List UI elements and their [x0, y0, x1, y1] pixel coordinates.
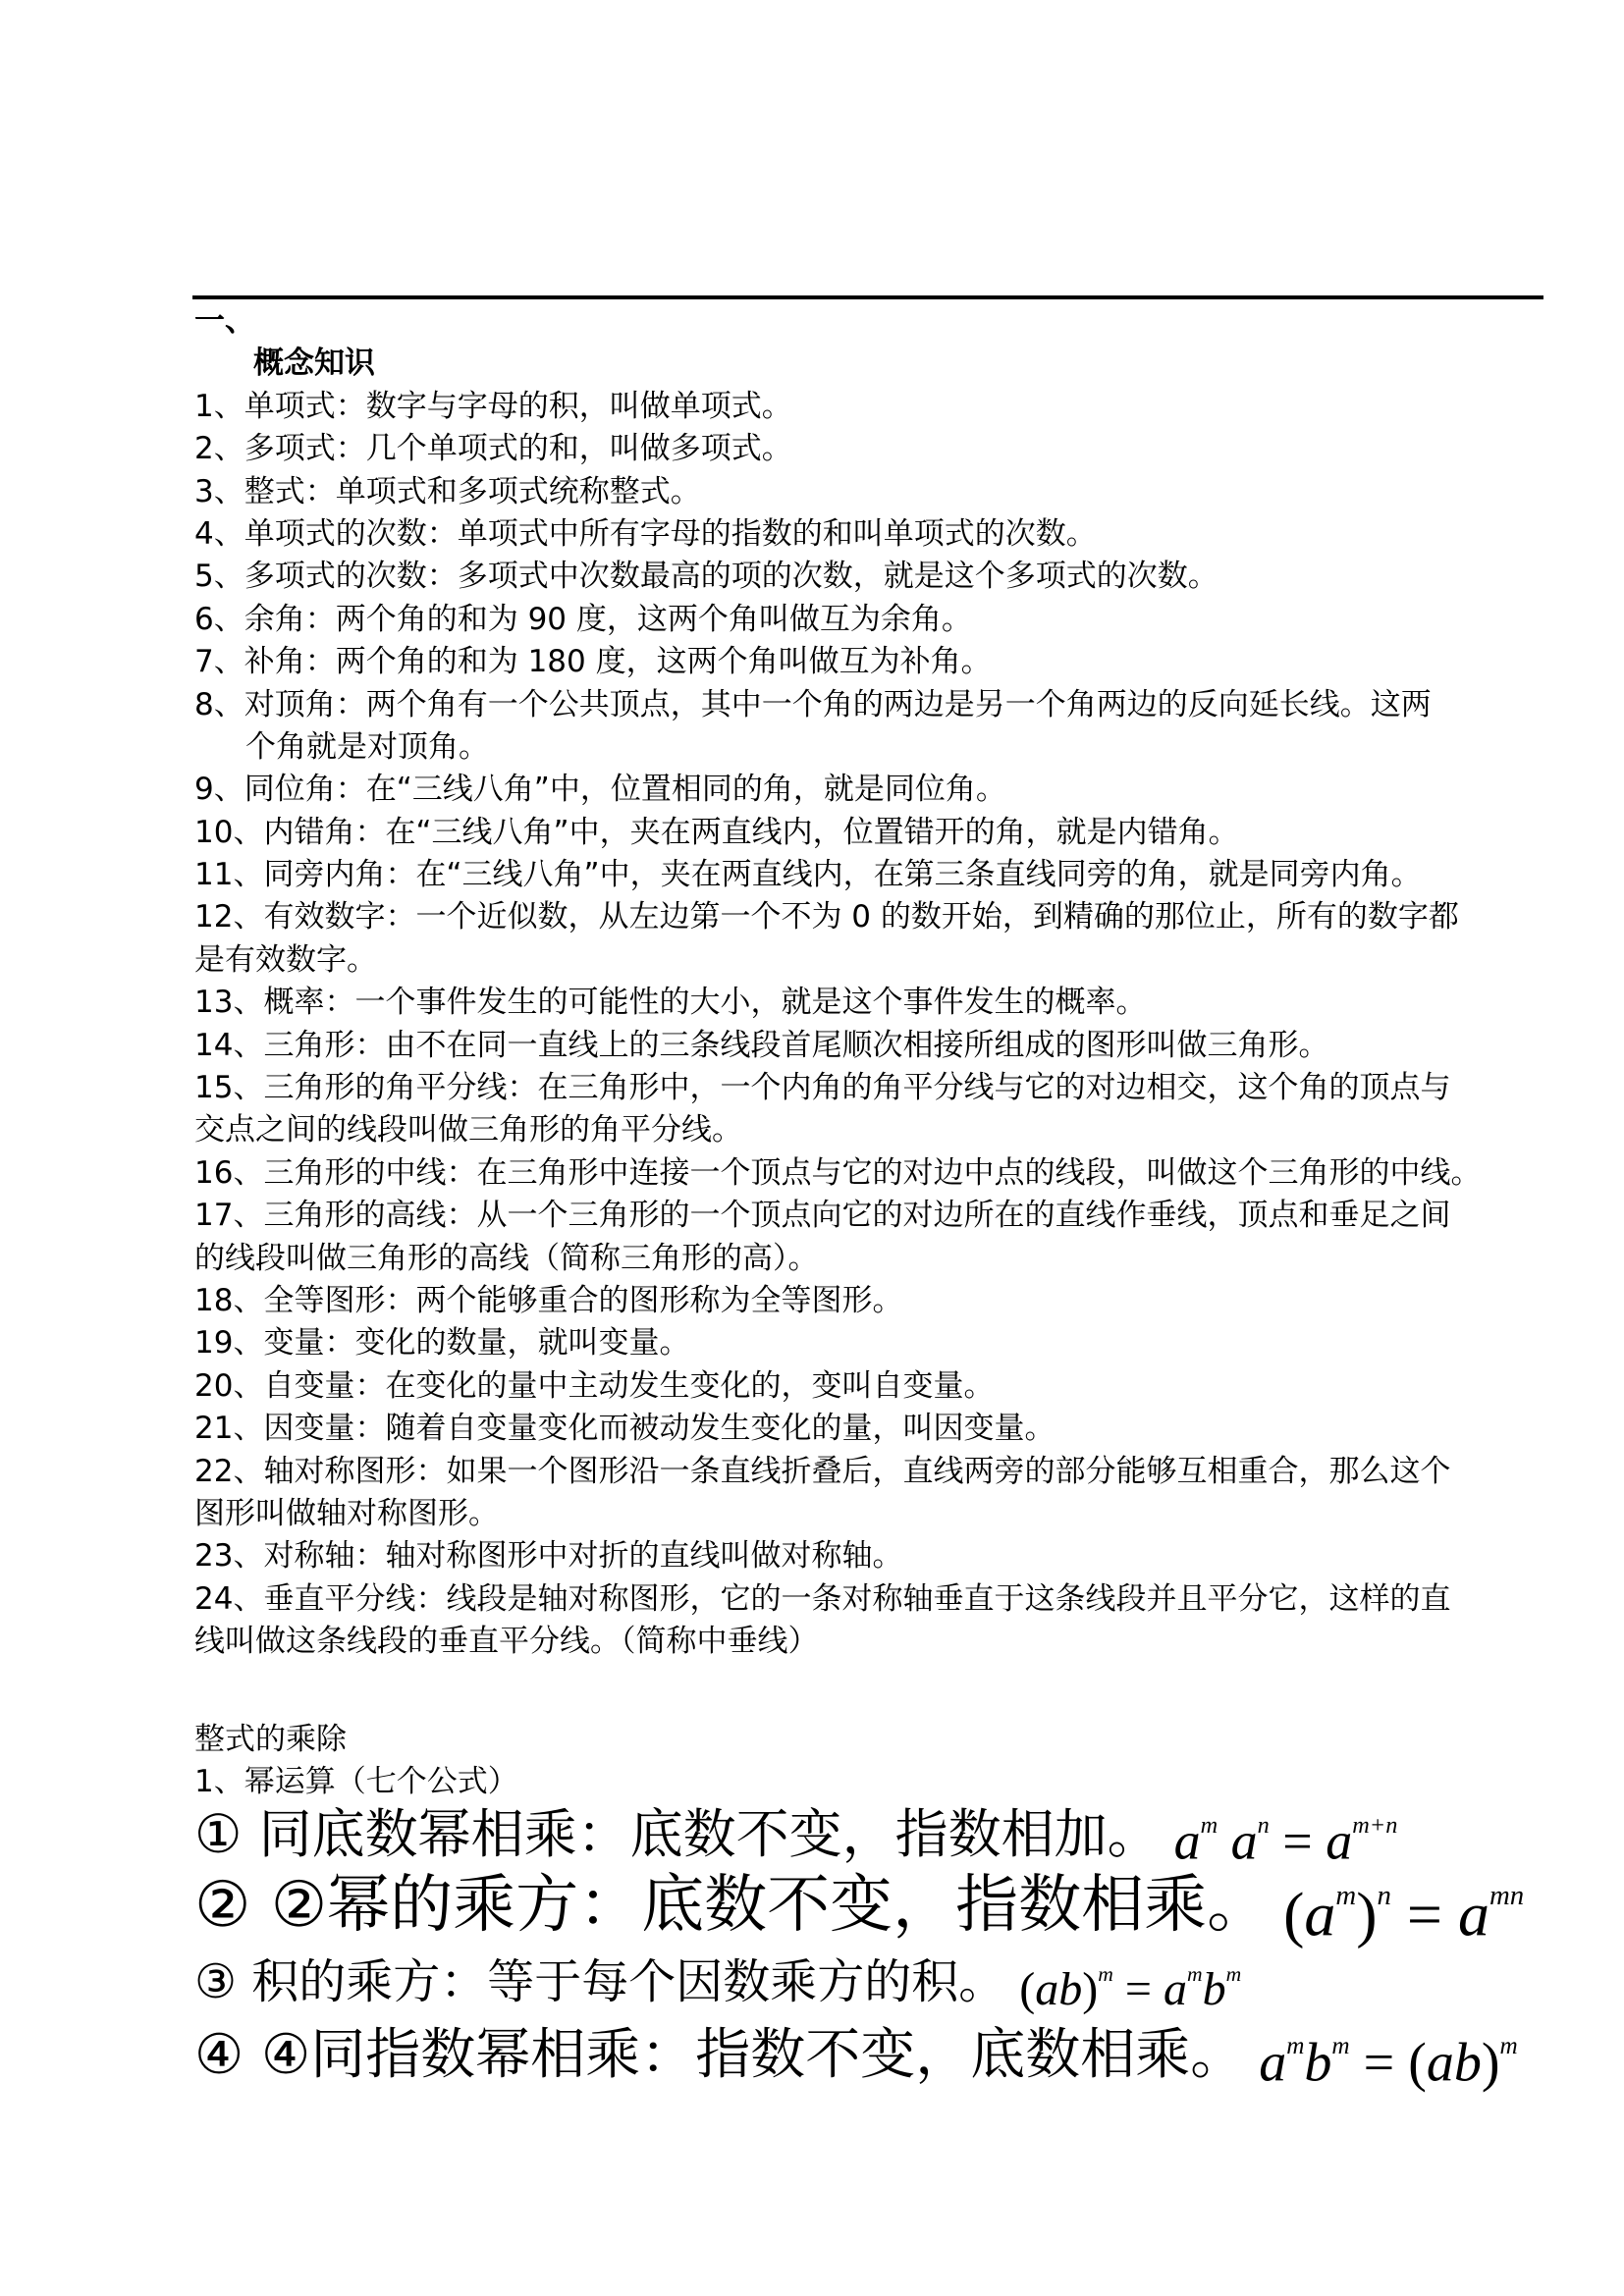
- list-item-continuation: 是有效数字。: [194, 941, 377, 978]
- formula-math: $a^m$ $a^n = a^{m+n}$: [1173, 1811, 1398, 1871]
- list-item: 1、单项式：数字与字母的积，叫做单项式。: [194, 388, 792, 424]
- list-item: 15、三角形的角平分线：在三角形中，一个内角的角平分线与它的对边相交，这个角的顶点与: [194, 1070, 1451, 1106]
- list-item: 6、余角：两个角的和为 90 度，这两个角叫做互为余角。: [194, 601, 972, 637]
- formula-math: $(a^m)^n = a^{mn}$: [1283, 1879, 1525, 1949]
- list-item: 3、整式：单项式和多项式统称整式。: [194, 473, 701, 509]
- list-item-continuation: 的线段叫做三角形的高线（简称三角形的高）。: [194, 1240, 819, 1276]
- header-rule: [192, 295, 1543, 299]
- part2-title: 整式的乘除: [194, 1721, 347, 1757]
- list-item: 22、轴对称图形：如果一个图形沿一条直线折叠后，直线两旁的部分能够互相重合，那么这个: [194, 1453, 1451, 1489]
- section-number: 一、: [194, 303, 255, 339]
- list-item: 13、概率：一个事件发生的可能性的大小，就是这个事件发生的概率。: [194, 985, 1147, 1021]
- list-item: 16、三角形的中线：在三角形中连接一个顶点与它的对边中点的线段，叫做这个三角形的中线。: [194, 1154, 1482, 1191]
- list-item: 20、自变量：在变化的量中主动发生变化的，变叫自变量。: [194, 1367, 995, 1404]
- list-item: 21、因变量：随着自变量变化而被动发生变化的量，叫因变量。: [194, 1411, 1056, 1447]
- section-title: 概念知识: [253, 346, 375, 382]
- formula-2: [194, 1864, 1549, 1947]
- formula-3: [194, 1947, 1549, 2017]
- list-item: 5、多项式的次数：多项式中次数最高的项的次数，就是这个多项式的次数。: [194, 559, 1218, 595]
- list-item: 17、三角形的高线：从一个三角形的一个顶点向它的对边所在的直线作垂线，顶点和垂足之间: [194, 1198, 1451, 1234]
- list-item-continuation: 个角就是对顶角。: [245, 728, 489, 765]
- formula-4: [194, 2017, 1549, 2092]
- list-item: 14、三角形：由不在同一直线上的三条线段首尾顺次相接所组成的图形叫做三角形。: [194, 1027, 1329, 1063]
- formula-label: ④ ④同指数幂相乘：指数不变，底数相乘。: [194, 2022, 1246, 2087]
- formula-math: $(ab)^m = a^mb^m$: [1019, 1962, 1242, 2015]
- concept-list: [194, 386, 1549, 1664]
- formula-label: ① 同底数幂相乘：底数不变，指数相加。: [194, 1802, 1161, 1865]
- list-item: 2、多项式：几个单项式的和，叫做多项式。: [194, 431, 792, 467]
- formula-label: ② ②幂的乘方：底数不变，指数相乘。: [194, 1868, 1271, 1942]
- formula-label: ③ 积的乘方：等于每个因数乘方的积。: [194, 1953, 1006, 2009]
- list-item-continuation: 交点之间的线段叫做三角形的角平分线。: [194, 1112, 742, 1148]
- part2-subtitle: 1、幂运算（七个公式）: [194, 1763, 518, 1799]
- list-item: 18、全等图形：两个能够重合的图形称为全等图形。: [194, 1282, 903, 1318]
- formula-1: [194, 1802, 1549, 1871]
- list-item: 12、有效数字：一个近似数，从左边第一个不为 0 的数开始，到精确的那位止，所有的数字都: [194, 899, 1459, 935]
- list-item: 4、单项式的次数：单项式中所有字母的指数的和叫单项式的次数。: [194, 515, 1097, 552]
- list-item: 9、同位角：在“三线八角”中，位置相同的角，就是同位角。: [194, 772, 1006, 808]
- list-item-continuation: 图形叫做轴对称图形。: [194, 1495, 499, 1531]
- list-item: 7、补角：两个角的和为 180 度，这两个角叫做互为补角。: [194, 644, 992, 680]
- list-item: 23、对称轴：轴对称图形中对折的直线叫做对称轴。: [194, 1538, 903, 1575]
- list-item-continuation: 线叫做这条线段的垂直平分线。（简称中垂线）: [194, 1624, 819, 1660]
- document-body: [194, 300, 1549, 2092]
- list-item: 11、同旁内角：在“三线八角”中，夹在两直线内，在第三条直线同旁的角，就是同旁内角。: [194, 857, 1422, 893]
- formula-math: $a^mb^m = (ab)^m$: [1259, 2032, 1518, 2094]
- list-item: 8、对顶角：两个角有一个公共顶点，其中一个角的两边是另一个角两边的反向延长线。这两: [194, 686, 1432, 722]
- list-item: 10、内错角：在“三线八角”中，夹在两直线内，位置错开的角，就是内错角。: [194, 814, 1239, 850]
- list-item: 19、变量：变化的数量，就叫变量。: [194, 1325, 690, 1362]
- list-item: 24、垂直平分线：线段是轴对称图形，它的一条对称轴垂直于这条线段并且平分它，这样的直: [194, 1580, 1451, 1617]
